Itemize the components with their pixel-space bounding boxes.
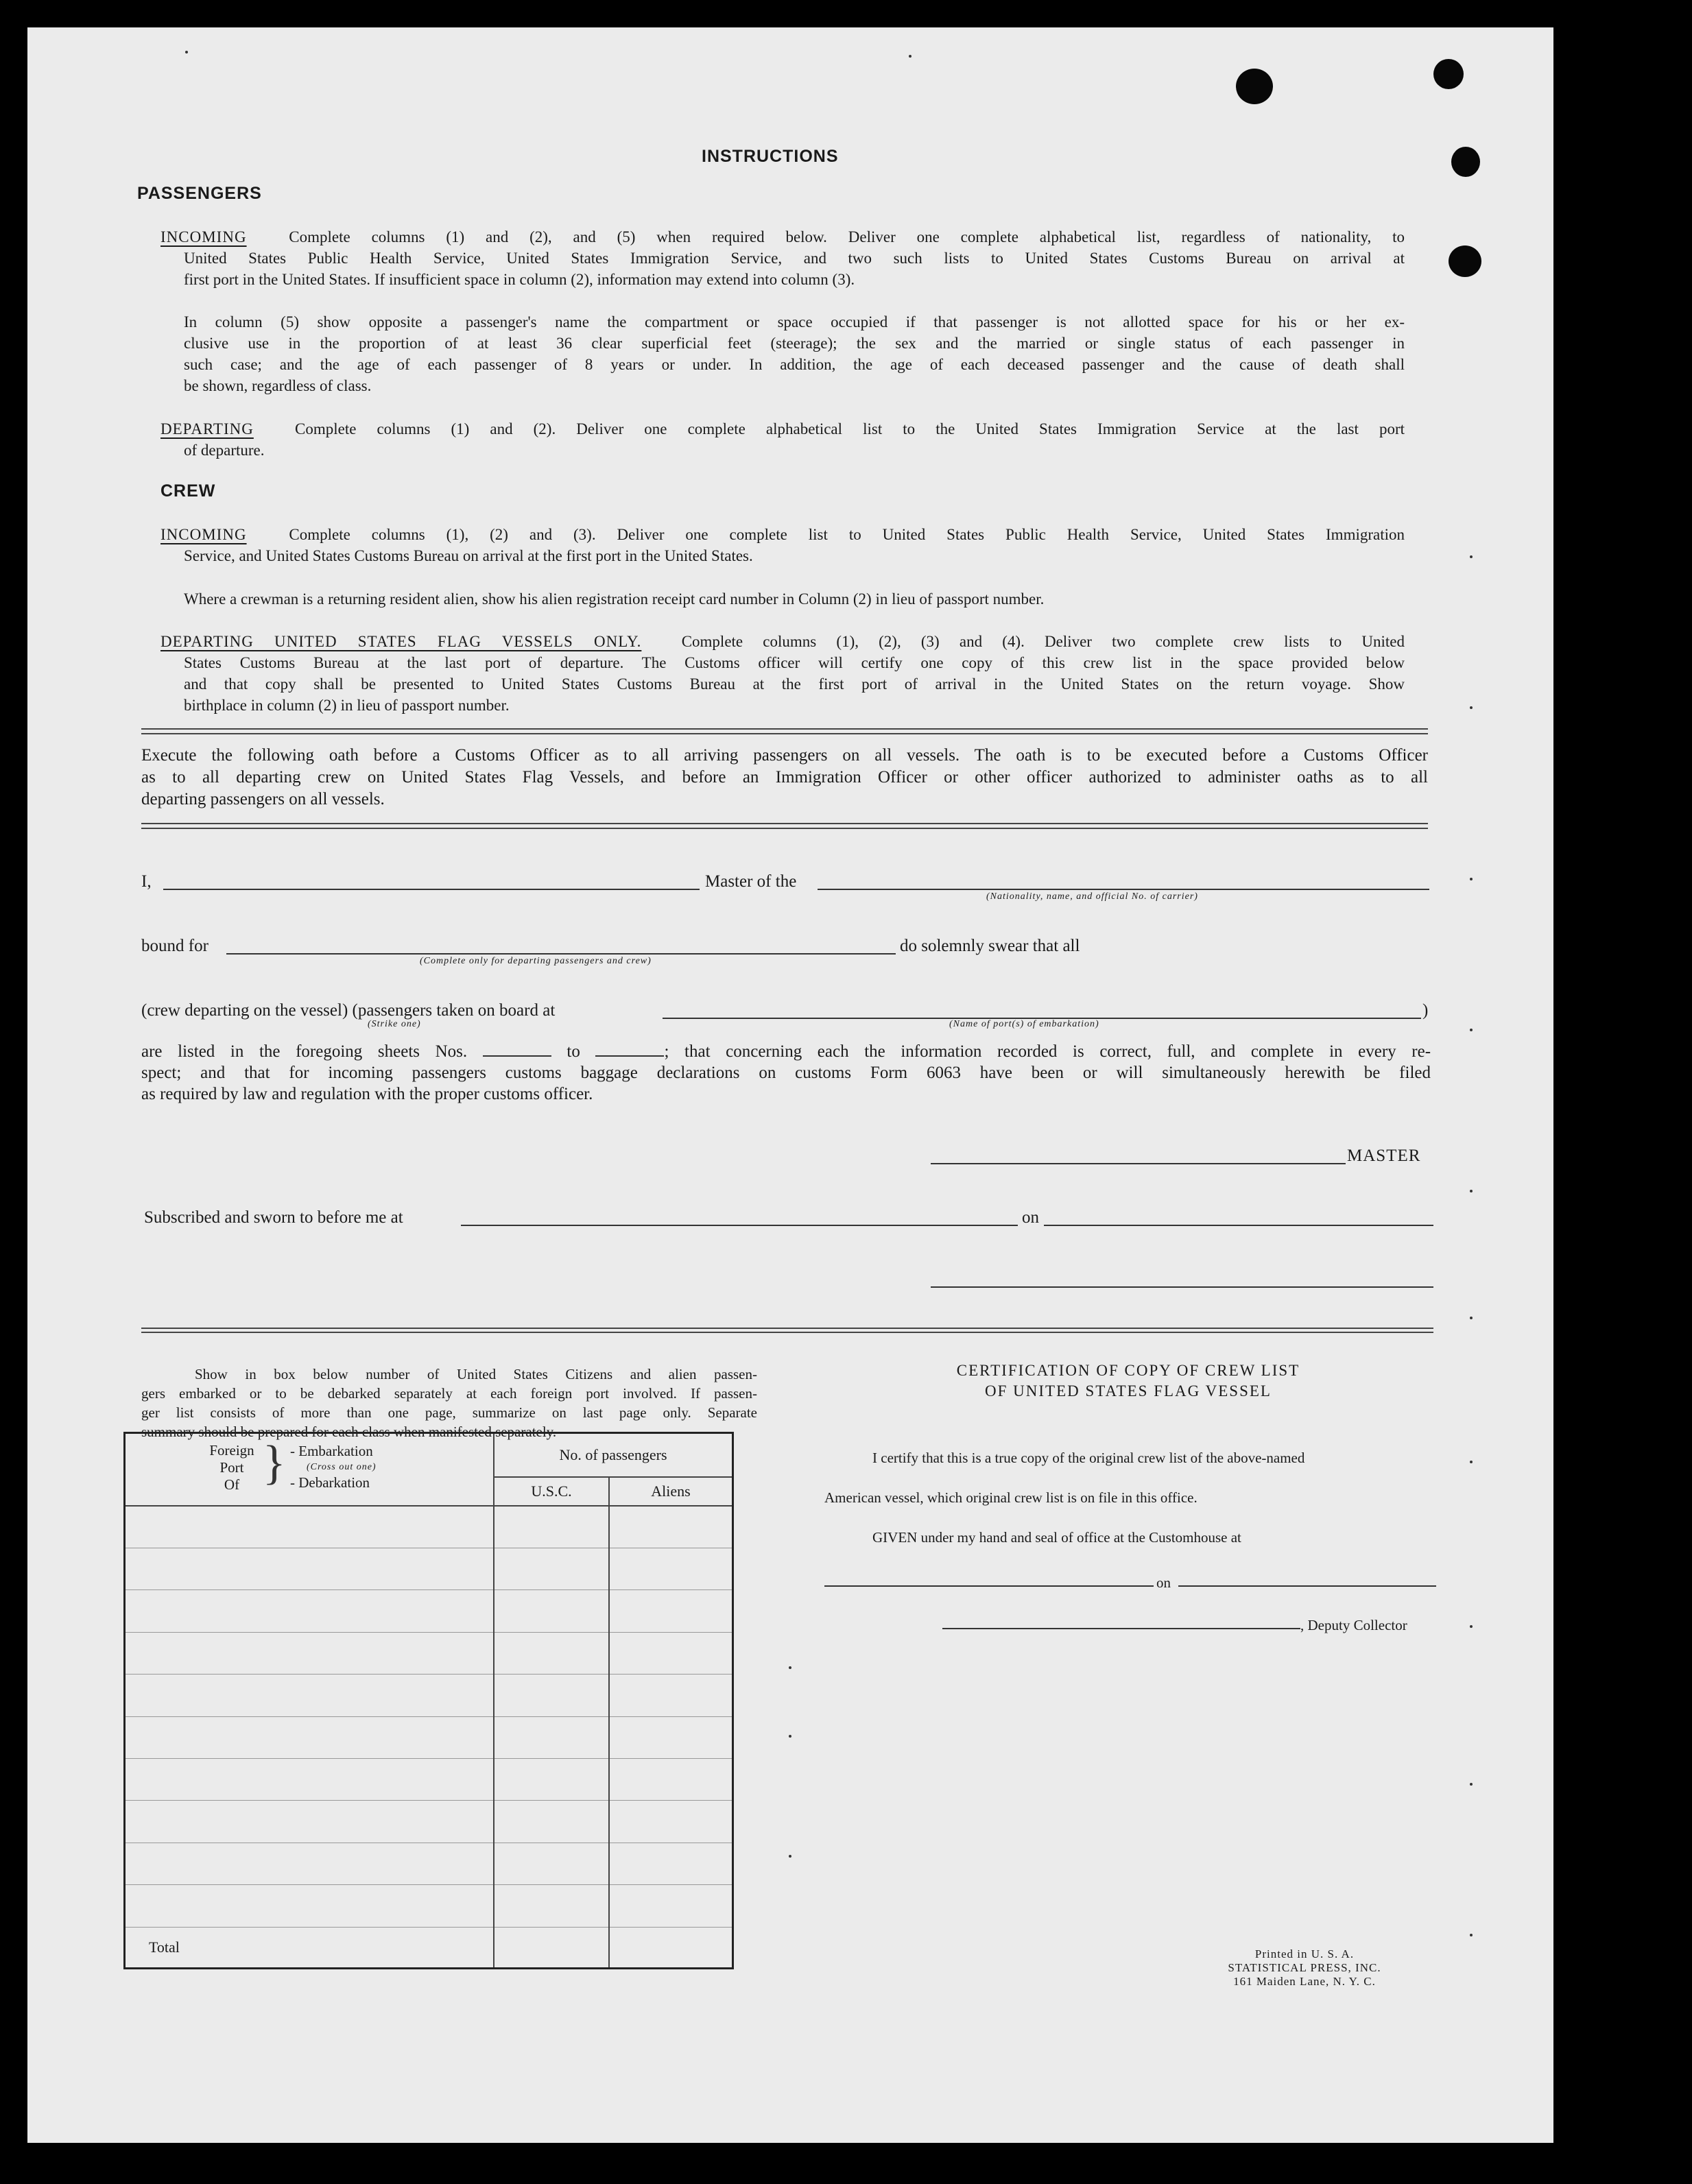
master-signature-field[interactable] xyxy=(931,1163,1346,1164)
passengers-incoming-line1: Complete columns (1) and (2), and (5) when required below. Deliver one complete alphabetical list, regardless of nationality, to xyxy=(289,228,1405,245)
port-label: Port xyxy=(219,1459,244,1476)
oath-i-label: I, xyxy=(141,872,152,891)
total-label: Total xyxy=(125,1927,495,1968)
usc-cell[interactable] xyxy=(494,1716,609,1758)
summary-note-line2: gers embarked or to be debarked separately at each foreign port involved. If passen- xyxy=(141,1385,757,1402)
certification-title-line2: OF UNITED STATES FLAG VESSEL xyxy=(985,1382,1272,1400)
oath-instruction-line2: as to all departing crew on United States Flag Vessels, and before an Immigration Officer or other officer authorized to administer oaths as to all xyxy=(141,768,1428,787)
divider xyxy=(141,1328,1433,1333)
master-of-the-label: Master of the xyxy=(705,872,797,891)
bound-for-field[interactable] xyxy=(226,953,896,955)
crew-departing-line2: States Customs Bureau at the last port of departure. The Customs officer will certify one copy of this crew list in the space provided below xyxy=(184,654,1405,671)
usc-cell[interactable] xyxy=(494,1675,609,1716)
table-row xyxy=(125,1675,733,1716)
port-cell[interactable] xyxy=(125,1759,495,1801)
page-title: INSTRUCTIONS xyxy=(702,147,839,166)
of-label: Of xyxy=(224,1476,240,1493)
total-aliens-cell[interactable] xyxy=(609,1927,733,1968)
sheet-to-field[interactable] xyxy=(595,1043,664,1057)
usc-cell[interactable] xyxy=(494,1506,609,1548)
crew-incoming-line1: Complete columns (1), (2) and (3). Deliver one complete list to United States Public Health Service, United States Immigration xyxy=(289,526,1405,543)
aliens-cell[interactable] xyxy=(609,1885,733,1927)
usc-cell[interactable] xyxy=(494,1632,609,1674)
port-cell[interactable] xyxy=(125,1801,495,1843)
usc-cell[interactable] xyxy=(494,1548,609,1590)
passengers-taken-text: (passengers taken on board at xyxy=(352,1001,556,1020)
port-cell[interactable] xyxy=(125,1716,495,1758)
ink-blot xyxy=(1236,69,1273,104)
passengers-departing-block xyxy=(160,418,1405,461)
deputy-signature-field[interactable] xyxy=(942,1628,1300,1629)
sheet-from-field[interactable] xyxy=(483,1043,551,1057)
usc-header: U.S.C. xyxy=(494,1477,609,1506)
printer-line1: Printed in U. S. A. xyxy=(1254,1947,1355,1960)
port-hint: (Name of port(s) of embarkation) xyxy=(949,1019,1099,1029)
port-cell[interactable] xyxy=(125,1675,495,1716)
embarkation-option[interactable]: - Embarkation xyxy=(290,1443,373,1459)
port-cell[interactable] xyxy=(125,1506,495,1548)
brace-icon: } xyxy=(263,1437,286,1489)
certification-title xyxy=(892,1360,1365,1402)
aliens-cell[interactable] xyxy=(609,1759,733,1801)
certification-title-line1: CERTIFICATION OF COPY OF CREW LIST xyxy=(956,1362,1300,1379)
crew-departing-option[interactable] xyxy=(141,1001,555,1020)
printer-line3: 161 Maiden Lane, N. Y. C. xyxy=(1233,1975,1376,1988)
subscribed-date-field[interactable] xyxy=(1044,1225,1433,1226)
usc-cell[interactable] xyxy=(494,1885,609,1927)
aliens-cell[interactable] xyxy=(609,1675,733,1716)
table-row xyxy=(125,1885,733,1927)
table-row xyxy=(125,1801,733,1843)
column5-line2: clusive use in the proportion of at least 36 clear superficial feet (steerage); the sex and the married or single status of each passenger in xyxy=(184,335,1405,352)
aliens-cell[interactable] xyxy=(609,1801,733,1843)
carrier-field[interactable] xyxy=(818,889,1429,890)
master-label: MASTER xyxy=(1347,1147,1421,1165)
column5-line1: In column (5) show opposite a passenger's name the compartment or space occupied if that passenger is not allotted space for his or her ex- xyxy=(184,313,1405,331)
oath-instruction-line3: departing passengers on all vessels. xyxy=(141,790,385,808)
usc-cell[interactable] xyxy=(494,1843,609,1884)
usc-cell[interactable] xyxy=(494,1801,609,1843)
passengers-departing-line1: Complete columns (1) and (2). Deliver one complete alphabetical list to the United States Immigration Service at the last port xyxy=(294,420,1405,437)
passengers-heading: PASSENGERS xyxy=(137,184,262,203)
crew-departing-line3: and that copy shall be presented to United States Customs Bureau at the first port of arrival in the United States on the return voyage. Show xyxy=(184,675,1405,693)
total-usc-cell[interactable] xyxy=(494,1927,609,1968)
table-row xyxy=(125,1506,733,1548)
port-cell[interactable] xyxy=(125,1590,495,1632)
aliens-cell[interactable] xyxy=(609,1632,733,1674)
passengers-departing-label: DEPARTING xyxy=(160,420,254,437)
listed-rest: ; that concerning each the information recorded is correct, full, and complete in every re- xyxy=(664,1042,1431,1061)
crew-heading: CREW xyxy=(160,481,216,501)
bound-for-label: bound for xyxy=(141,937,208,955)
punch-hole xyxy=(1449,245,1481,277)
usc-cell[interactable] xyxy=(494,1590,609,1632)
aliens-header: Aliens xyxy=(609,1477,733,1506)
port-cell[interactable] xyxy=(125,1843,495,1884)
aliens-cell[interactable] xyxy=(609,1506,733,1548)
subscribed-place-field[interactable] xyxy=(461,1225,1018,1226)
usc-cell[interactable] xyxy=(494,1759,609,1801)
port-cell[interactable] xyxy=(125,1885,495,1927)
deputy-collector-label: , Deputy Collector xyxy=(1300,1617,1407,1633)
certification-on-label: on xyxy=(1156,1574,1171,1591)
column5-line4: be shown, regardless of class. xyxy=(184,377,372,394)
debarkation-option[interactable]: - Debarkation xyxy=(290,1474,370,1491)
printer-imprint xyxy=(1202,1947,1407,1989)
aliens-cell[interactable] xyxy=(609,1590,733,1632)
punch-hole xyxy=(1451,147,1480,177)
listed-prefix: are listed in the foregoing sheets Nos. xyxy=(141,1042,468,1061)
crew-incoming-label: INCOMING xyxy=(160,526,247,543)
summary-note xyxy=(141,1365,757,1441)
certification-line2: American vessel, which original crew list is on file in this office. xyxy=(824,1489,1197,1506)
summary-note-line1: Show in box below number of United States Citizens and alien passen- xyxy=(195,1366,757,1382)
master-name-field[interactable] xyxy=(163,889,700,890)
crew-departing-label: DEPARTING UNITED STATES FLAG VESSELS ONLY. xyxy=(160,633,642,650)
listed-line3: as required by law and regulation with the proper customs officer. xyxy=(141,1085,593,1103)
passengers-incoming-line3: first port in the United States. If insufficient space in column (2), information may extend into column (3). xyxy=(184,271,855,288)
swear-text: do solemnly swear that all xyxy=(900,937,1080,955)
cross-out-hint: (Cross out one) xyxy=(307,1462,377,1472)
passengers-departing-line2: of departure. xyxy=(184,442,265,459)
strike-one-hint: (Strike one) xyxy=(368,1019,421,1029)
table-row xyxy=(125,1548,733,1590)
summary-note-line4: summary should be prepared for each class when manifested separately. xyxy=(141,1424,557,1440)
aliens-cell[interactable] xyxy=(609,1843,733,1884)
subscribed-label: Subscribed and sworn to before me at xyxy=(144,1208,403,1227)
listed-block xyxy=(141,1041,1431,1105)
customhouse-field[interactable] xyxy=(824,1585,1154,1587)
oath-instruction-line1: Execute the following oath before a Customs Officer as to all arriving passengers on all vessels. The oath is to be executed before a Customs Officer xyxy=(141,746,1428,765)
column5-line3: such case; and the age of each passenger of 8 years or under. In addition, the age of each deceased passenger and the cause of death shall xyxy=(184,356,1405,373)
no-of-passengers-header: No. of passengers xyxy=(494,1433,733,1477)
officer-signature-field[interactable] xyxy=(931,1286,1433,1288)
table-row xyxy=(125,1759,733,1801)
passenger-summary-table xyxy=(123,1432,734,1969)
crew-departing-block xyxy=(160,631,1405,716)
divider xyxy=(141,728,1428,734)
port-cell[interactable] xyxy=(125,1632,495,1674)
crew-departing-line4: birthplace in column (2) in lieu of passport number. xyxy=(184,697,510,714)
certification-line1: I certify that this is a true copy of the original crew list of the above-named xyxy=(872,1450,1305,1466)
oath-instruction-block xyxy=(141,745,1428,811)
crew-incoming-line2: Service, and United States Customs Bureau on arrival at the first port in the United States. xyxy=(184,547,753,564)
column5-block xyxy=(184,311,1405,396)
passengers-incoming-block xyxy=(160,226,1405,290)
certification-line3: GIVEN under my hand and seal of office at the Customhouse at xyxy=(872,1529,1241,1546)
summary-note-line3: ger list consists of more than one page, summarize on last page only. Separate xyxy=(141,1404,757,1421)
crew-departing-line1: Complete columns (1), (2), (3) and (4). Deliver two complete crew lists to United xyxy=(681,633,1405,650)
table-row xyxy=(125,1590,733,1632)
passengers-incoming-label: INCOMING xyxy=(160,228,247,245)
carrier-hint: (Nationality, name, and official No. of carrier) xyxy=(986,891,1198,902)
crew-incoming-block xyxy=(160,524,1405,566)
table-row xyxy=(125,1632,733,1674)
aliens-cell[interactable] xyxy=(609,1548,733,1590)
aliens-cell[interactable] xyxy=(609,1716,733,1758)
table-row xyxy=(125,1716,733,1758)
passengers-incoming-line2: United States Public Health Service, United States Immigration Service, and two such lists to United States Customs Bureau on arrival at xyxy=(184,250,1405,267)
subscribed-on-label: on xyxy=(1022,1208,1039,1227)
punch-hole xyxy=(1433,59,1464,89)
foreign-label: Foreign xyxy=(209,1442,254,1459)
bound-for-hint: (Complete only for departing passengers and crew) xyxy=(420,956,652,966)
printer-line2: STATISTICAL PRESS, INC. xyxy=(1228,1961,1381,1974)
divider xyxy=(141,823,1428,829)
total-row xyxy=(125,1927,733,1968)
certification-date-field[interactable] xyxy=(1178,1585,1436,1587)
crew-departing-text: (crew departing on the vessel) xyxy=(141,1001,348,1020)
port-cell[interactable] xyxy=(125,1548,495,1590)
close-paren: ) xyxy=(1422,1001,1429,1020)
foreign-port-header xyxy=(125,1433,495,1507)
listed-line2: spect; and that for incoming passengers customs baggage declarations on customs Form 6063 have been or will simultaneously herewith be filed xyxy=(141,1064,1431,1082)
crew-resident-line: Where a crewman is a returning resident alien, show his alien registration receipt card number in Column (2) in lieu of passport number. xyxy=(184,590,1045,608)
to-label: to xyxy=(567,1042,580,1061)
table-row xyxy=(125,1843,733,1884)
